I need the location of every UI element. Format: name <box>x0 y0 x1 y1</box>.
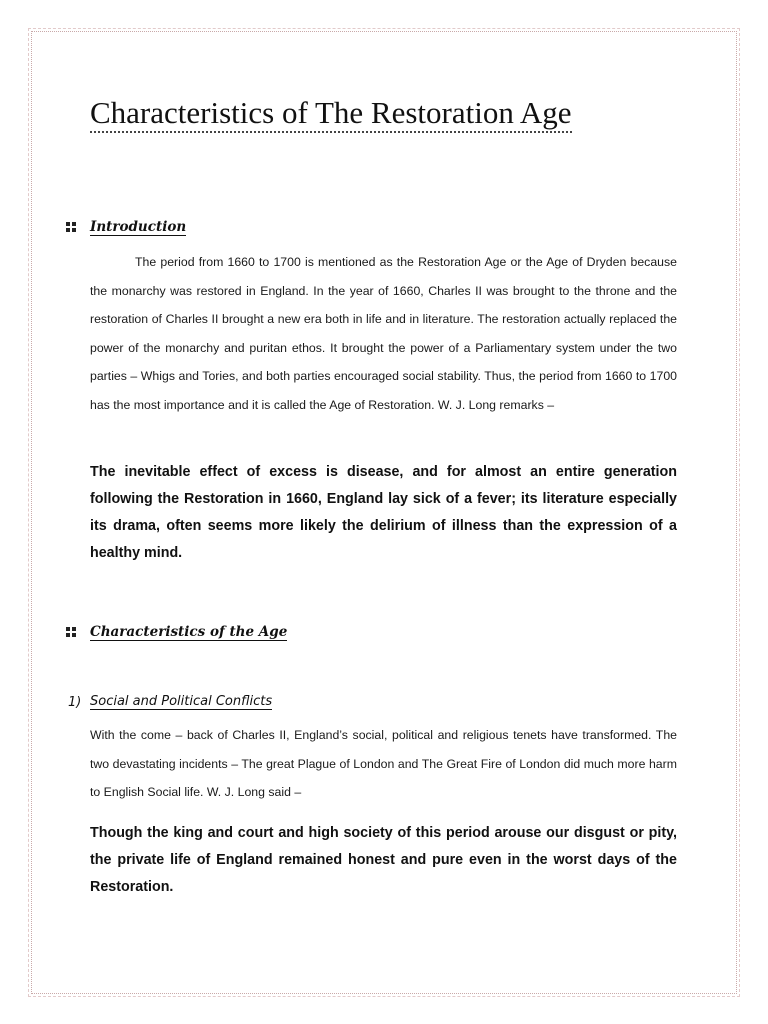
page-title: Characteristics of The Restoration Age <box>90 95 572 133</box>
subsection-heading-social-political <box>68 691 272 713</box>
introduction-paragraph: The period from 1660 to 1700 is mentioned as the Restoration Age or the Age of Dryden because the monarchy was restored in England. In the year of 1660, Charles II was brought to the throne and the restoration of Charles II brought a new era both in life and in literature. The restoration actually replaced the power of the monarchy and puritan ethos. It brought the power of a Parliamentary system under the two parties – Whigs and Tories, and both parties encouraged social stability. Thus, the period from 1660 to 1700 has the most importance and it is called the Age of Restoration. W. J. Long remarks – <box>90 255 677 412</box>
section-heading-characteristics <box>66 621 287 643</box>
heading-text: Characteristics of the Age <box>90 623 288 640</box>
long-quote-1: The inevitable effect of excess is disease, and for almost an entire generation following the Restoration in 1660, England lay sick of a fever; its literature especially its drama, often seems more likely the delirium of illness than the expression of a healthy mind. <box>90 464 677 561</box>
list-number: 1) <box>68 694 82 710</box>
heading-text: Introduction <box>90 218 187 235</box>
long-quote-2: Though the king and court and high society of this period arouse our disgust or pity, the private life of England remained honest and pure even in the worst days of the Restoration. <box>90 825 677 895</box>
social-political-paragraph: With the come – back of Charles II, England’s social, political and religious tenets have transformed. The two devastating incidents – The great Plague of London and The Great Fire of London did much more harm to English Social life. W. J. Long said – <box>90 728 677 799</box>
cross-bullet-icon <box>66 222 76 232</box>
subsection-label: Social and Political Conflicts <box>90 694 273 709</box>
cross-bullet-icon <box>66 627 76 637</box>
section-heading-introduction <box>66 216 186 238</box>
